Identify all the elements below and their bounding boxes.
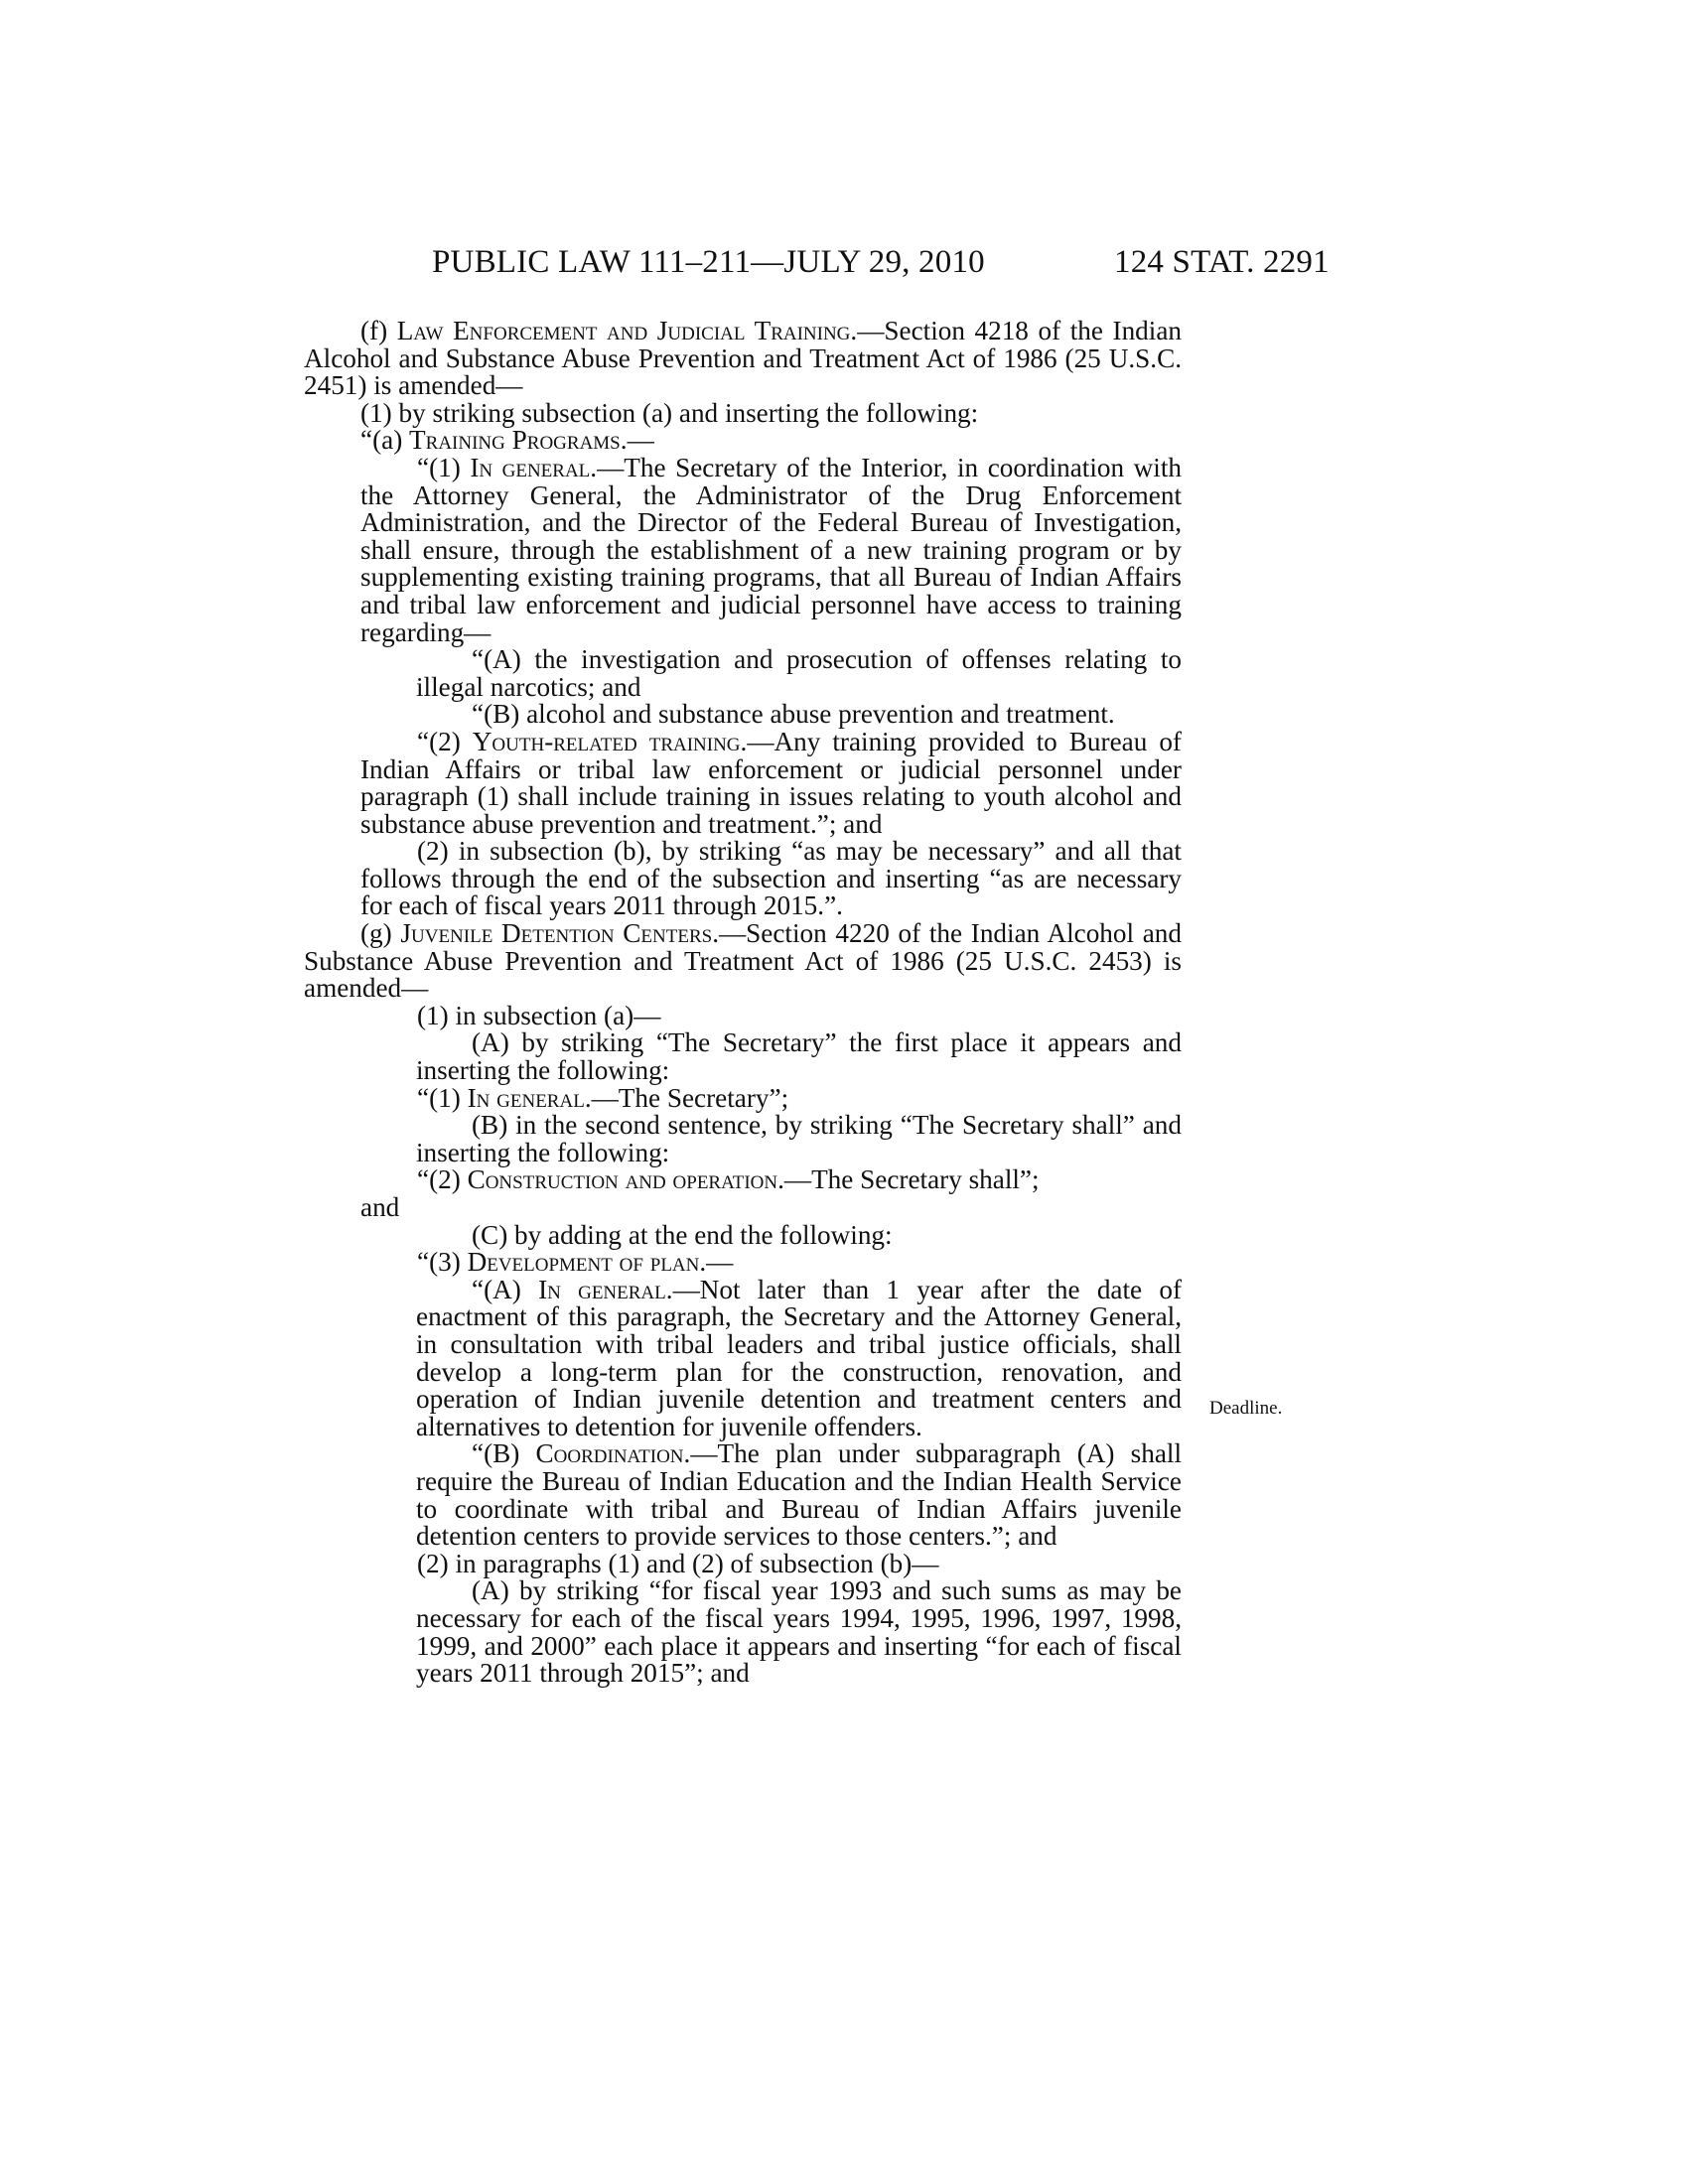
paragraph-training-in-general: “(1) In general.—The Secretary of the Interior, in coordination with the Attorney General, the Administrator of the Drug Enforcement Administration, and the Director of the Federal Bureau of Investigation, shall ensure, through the establishment of a new training program or by supplementing existing training programs, that all Bureau of Indian Affairs and tribal law enforcement and judicial personnel have access to training regarding— [360,452,1182,647]
paragraph-development-of-plan: “(3) Development of plan.— [417,1247,734,1278]
running-head-title: PUBLIC LAW 111–211—JULY 29, 2010 [432,244,985,280]
section-heading: Training Programs [409,425,621,456]
paragraph-f-1: (1) by striking subsection (a) and inserting the following: [360,397,979,428]
paragraph-plan-in-general: “(A) In general.—Not later than 1 year after the date of enactment of this paragraph, the Secretary and the Attorney General, in consultation with tribal leaders and tribal justice officials, shall develop a long-term plan for the construction, renovation, and operation of Indian juvenile detention and treatment centers and alternatives to detention for juvenile offenders. [416,1274,1182,1441]
document-body [304,318,1182,1688]
page-header [0,244,1688,284]
paragraph-g: (g) Juvenile Detention Centers.—Section 4220 of the Indian Alcohol and Substance Abuse Prevention and Treatment Act of 1986 (25 U.S.C. 2453) is amended— [304,918,1182,1004]
section-heading: Law Enforcement and Judicial Training [396,316,851,345]
section-heading: Coordination [535,1438,684,1469]
paragraph-f-2: (2) in subsection (b), by striking “as may be necessary” and all that follows through the end of the subsection and inserting “as are necessary for each of fiscal years 2011 through 2015.”. [360,836,1182,921]
paragraph-g-1: (1) in subsection (a)— [417,1000,661,1030]
section-heading: Construction and operation [467,1164,778,1195]
paragraph-youth-related-training: “(2) Youth-related training.—Any training provided to Bureau of Indian Affairs or tribal law enforcement or judicial personnel under paragraph (1) shall include training in issues relating to youth alcohol and substance abuse prevention and treatment.”; and [360,726,1182,839]
section-heading: In general [538,1274,666,1304]
paragraph-in-general-secretary: “(1) In general.—The Secretary”; [417,1082,789,1113]
paragraph-f: (f) Law Enforcement and Judicial Training.—Section 4218 of the Indian Alcohol and Substance Abuse Prevention and Treatment Act of 1986 (25 U.S.C. 2451) is amended— [304,316,1182,401]
paragraph-g-1-b: (B) in the second sentence, by striking “The Secretary shall” and inserting the following: [416,1110,1182,1167]
paragraph-and: and [360,1192,400,1222]
paragraph-g-1-c: (C) by adding at the end the following: [472,1219,893,1250]
paragraph-training-b: “(B) alcohol and substance abuse prevention and treatment. [472,699,1115,730]
paragraph-construction-operation: “(2) Construction and operation.—The Secretary shall”; [417,1164,1040,1195]
section-heading: Juvenile Detention Centers [400,918,713,949]
paragraph-g-2: (2) in paragraphs (1) and (2) of subsection (b)— [417,1548,939,1578]
paragraph-g-2-a: (A) by striking “for fiscal year 1993 and such sums as may be necessary for each of the fiscal years 1994, 1995, 1996, 1997, 1998, 1999, and 2000” each place it appears and inserting “for each of fiscal years 2011 through 2015”; and [416,1575,1182,1689]
section-heading: In general [470,452,591,482]
section-heading: In general [467,1082,585,1113]
paragraph-training-a: “(A) the investigation and prosecution of offenses relating to illegal narcotics; and [416,644,1182,702]
paragraph-g-1-a: (A) by striking “The Secretary” the first place it appears and inserting the following: [416,1027,1182,1086]
section-heading: Development of plan [467,1247,700,1278]
statute-page-number: 124 STAT. 2291 [1114,244,1330,280]
paragraph-training-programs: “(a) Training Programs.— [360,425,654,456]
paragraph-coordination: “(B) Coordination.—The plan under subparagraph (A) shall require the Bureau of Indian Education and the Indian Health Service to coordinate with tribal and Bureau of Indian Affairs juvenile detention centers to provide services to those centers.”; and [416,1438,1182,1552]
section-heading: Youth-related training [472,726,741,756]
margin-note-deadline: Deadline. [1209,1398,1283,1419]
